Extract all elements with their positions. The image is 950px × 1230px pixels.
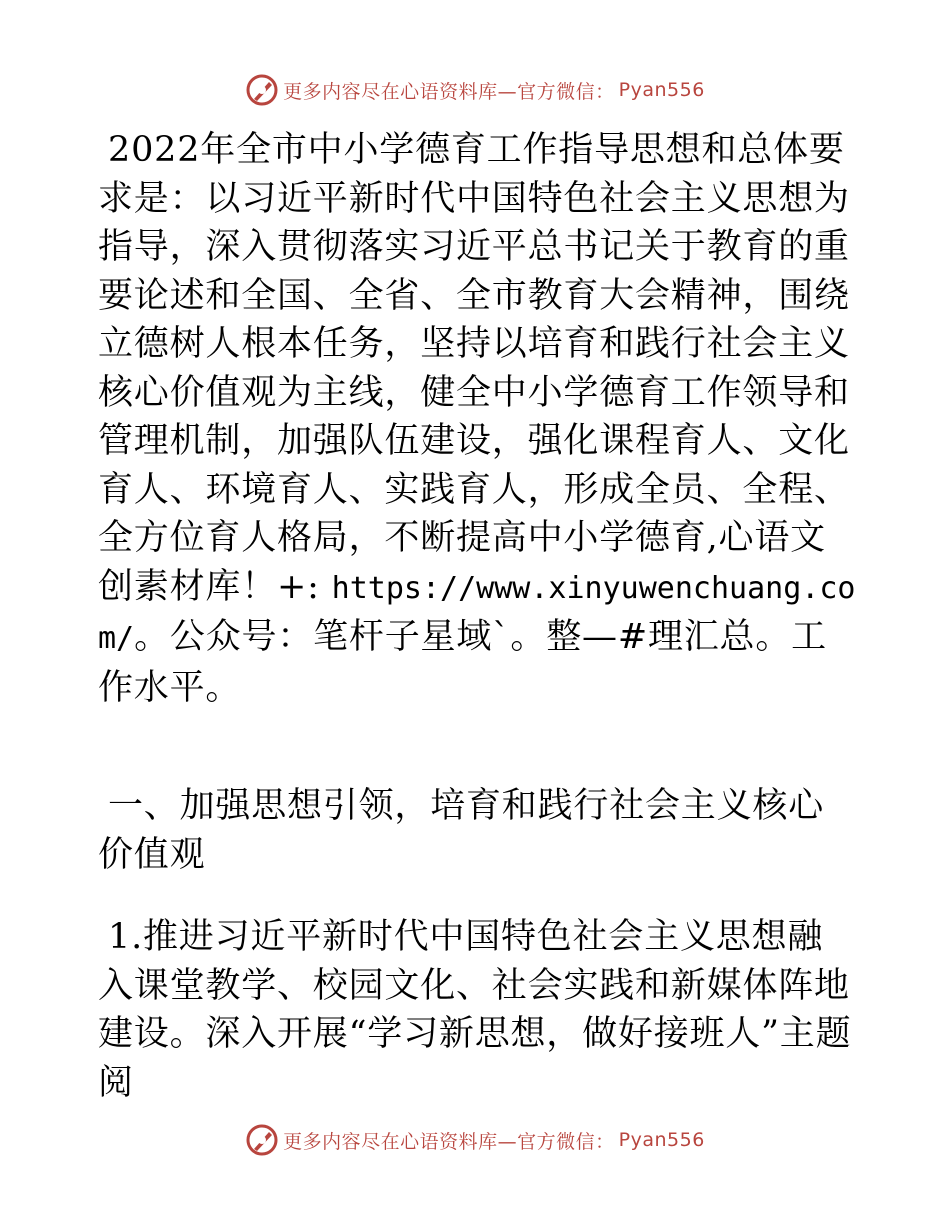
section-heading-1: 一、加强思想引领，培育和践行社会主义核心价值观: [98, 786, 825, 875]
header-notice: [283, 77, 705, 104]
footer-notice: [283, 1127, 705, 1154]
paragraph-url: https://www.xinyuwenchuang.com/: [98, 570, 856, 656]
paragraph-guiding-ideology: [98, 126, 858, 712]
paragraph-item-1: 1.推进习近平新时代中国特色社会主义思想融入课堂教学、校园文化、社会实践和新媒体阵地建设。深入开展“学习新思想，做好接班人”主题阅: [98, 917, 852, 1103]
header-banner: [0, 70, 950, 110]
footer-notice-text: 更多内容尽在心语资料库—官方微信：: [283, 1130, 615, 1153]
paragraph-guiding-ideology-text: 2022年全市中小学德育工作指导思想和总体要求是：以习近平新时代中国特色社会主义思想为指导，深入贯彻落实习近平总书记关于教育的重要论述和全国、全省、全市教育大会精神，围绕立德树人根本任务，坚持以培育和践行社会主义核心价值观为主线，健全中小学德育工作领导和管理机制，加强队伍建设，强化课程育人、文化育人、环境育人、实践育人，形成全员、全程、全方位育人格局，不断提高中小学德育,心语文创素材库！+:: [98, 130, 850, 607]
paragraph-guiding-ideology-tail: 。公众号：笔杆子星域`。整—#理汇总。工作水平。: [98, 617, 827, 708]
footer-banner: [0, 1120, 950, 1160]
header-wechat-handle: Pyan556: [618, 79, 705, 101]
logo-pen-icon: [245, 73, 279, 107]
logo-pen-icon: [245, 1123, 279, 1157]
footer-wechat-handle: Pyan556: [618, 1129, 705, 1151]
header-notice-text: 更多内容尽在心语资料库—官方微信：: [283, 80, 615, 103]
